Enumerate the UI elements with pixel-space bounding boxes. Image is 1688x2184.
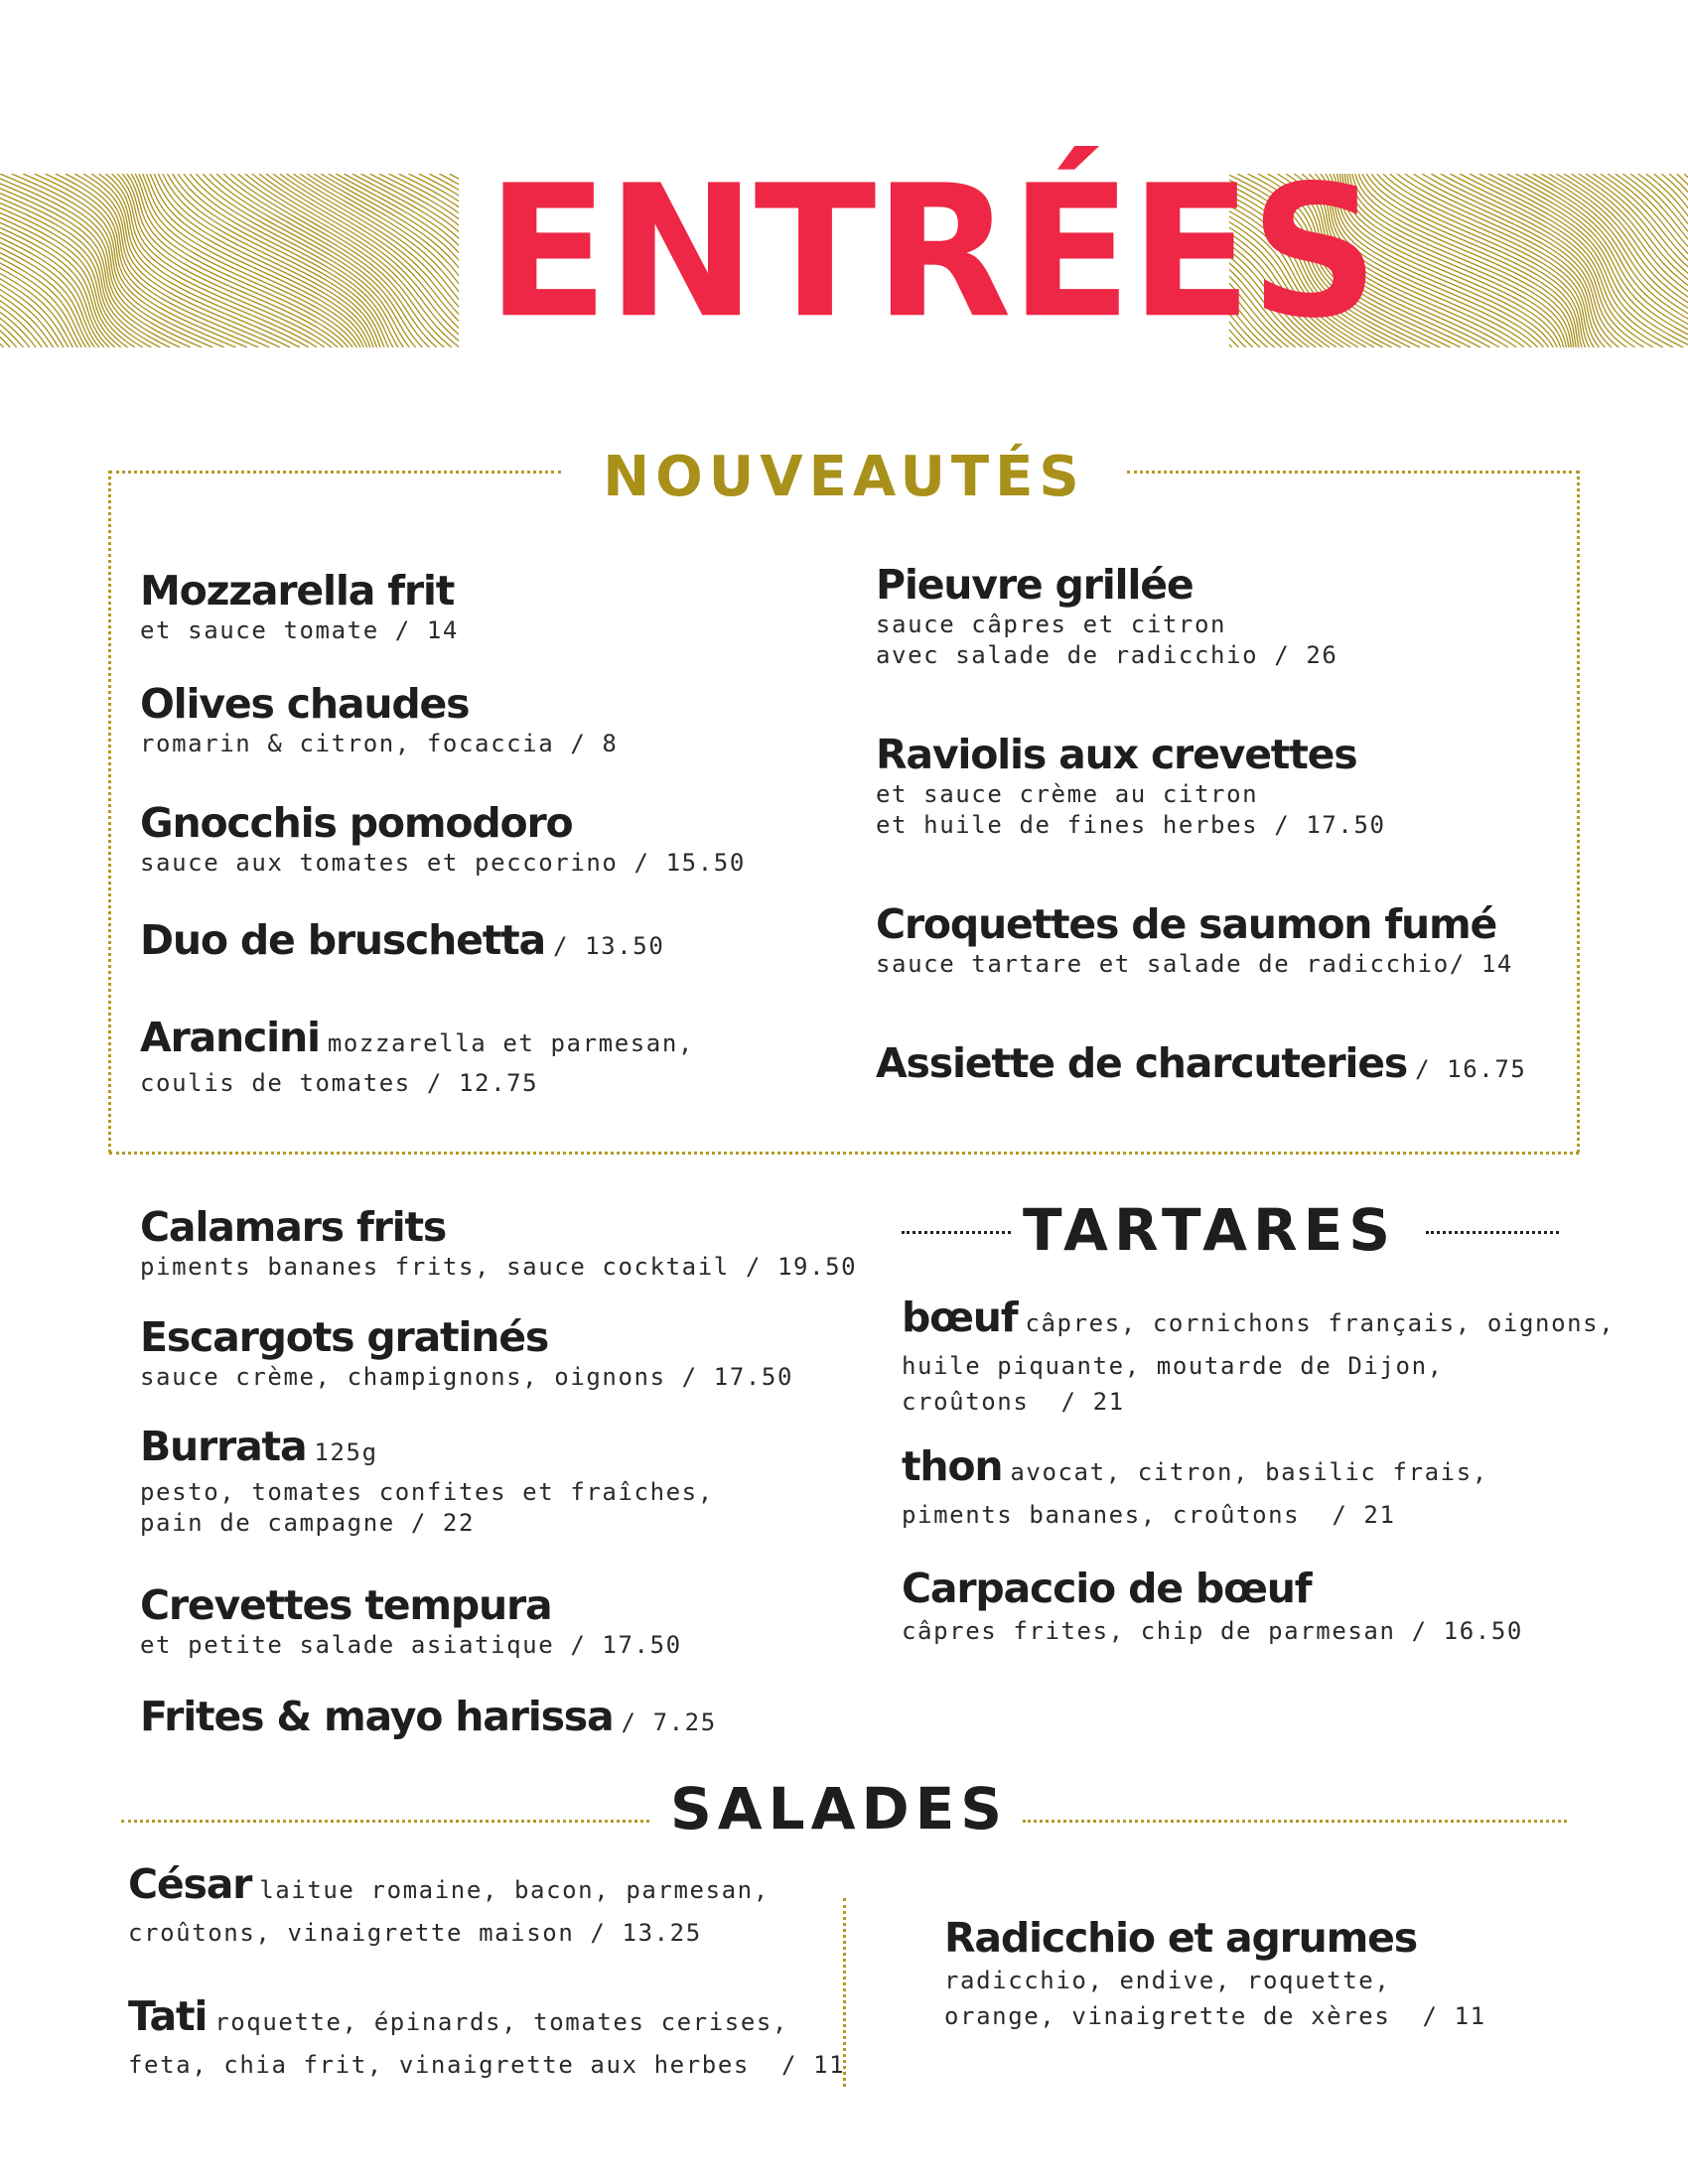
item-name: Gnocchis pomodoro	[140, 799, 573, 847]
item-name: Olives chaudes	[140, 680, 470, 728]
item-inline-description: laitue romaine, bacon, parmesan,	[259, 1876, 770, 1904]
menu-item	[140, 679, 618, 759]
menu-item	[876, 899, 1513, 980]
item-description: huile piquante, moutarde de Dijon, croûtons / 21	[902, 1352, 1444, 1416]
item-name	[140, 1692, 717, 1747]
item-inline-description: câpres, cornichons français, oignons,	[1025, 1309, 1616, 1337]
item-name-text: bœuf	[902, 1294, 1018, 1341]
wave-lines	[0, 174, 459, 347]
item-description: feta, chia frit, vinaigrette aux herbes / 11	[128, 2051, 846, 2079]
item-description: et sauce tomate / 14	[140, 616, 459, 644]
item-name: Escargots gratinés	[140, 1313, 549, 1361]
wave-line	[0, 174, 64, 347]
item-name-text: Frites & mayo harissa	[140, 1693, 614, 1740]
tartares-rule-left	[902, 1231, 1011, 1234]
menu-item	[902, 1441, 1488, 1533]
item-name-text: Burrata	[140, 1423, 307, 1470]
item-description: croûtons, vinaigrette maison / 13.25	[128, 1919, 702, 1947]
frame-top-right	[1127, 471, 1579, 474]
item-price: / 16.75	[1415, 1055, 1527, 1083]
salades-rule-right	[1023, 1820, 1567, 1823]
menu-item	[876, 560, 1337, 671]
wave-line	[429, 174, 459, 347]
menu-item	[128, 1859, 770, 1951]
item-name	[876, 1038, 1526, 1094]
wave-line	[1669, 174, 1688, 347]
menu-item	[876, 730, 1386, 841]
menu-item	[944, 1913, 1486, 2034]
wave-line	[0, 174, 59, 347]
menu-item	[140, 1422, 714, 1539]
item-inline-description: avocat, citron, basilic frais,	[1010, 1458, 1488, 1486]
menu-item	[876, 1038, 1526, 1094]
item-name	[140, 1422, 714, 1477]
item-name: Crevettes tempura	[140, 1581, 552, 1629]
item-description: piments bananes, croûtons / 21	[902, 1501, 1396, 1529]
item-name	[140, 915, 664, 971]
section-title-nouveautes: NOUVEAUTÉS	[603, 445, 1085, 509]
item-inline-description: mozzarella et parmesan,	[327, 1029, 694, 1057]
item-description: sauce tartare et salade de radicchio/ 14	[876, 950, 1513, 978]
frame-top-left	[109, 471, 561, 474]
menu-item	[140, 915, 664, 971]
item-description: câpres frites, chip de parmesan / 16.50	[902, 1617, 1523, 1645]
salades-rule-left	[121, 1820, 649, 1823]
menu-item	[140, 1202, 857, 1283]
item-name: Mozzarella frit	[140, 567, 455, 614]
menu-item	[902, 1564, 1523, 1649]
item-inline-description: 125g	[314, 1438, 378, 1466]
item-description: radicchio, endive, roquette, orange, vinaigrette de xères / 11	[944, 1967, 1486, 2030]
menu-item	[140, 1580, 682, 1661]
item-description: et sauce crème au citron et huile de fines herbes / 17.50	[876, 780, 1386, 839]
item-name	[128, 1991, 845, 2047]
frame-left	[108, 471, 111, 1153]
section-title-tartares: TARTARES	[1023, 1196, 1397, 1264]
item-name	[128, 1859, 770, 1915]
menu-item	[140, 1312, 793, 1393]
item-name: Radicchio et agrumes	[944, 1914, 1417, 1962]
item-description: romarin & citron, focaccia / 8	[140, 730, 619, 757]
item-name-text: Duo de bruschetta	[140, 916, 546, 964]
item-name-text: Arancini	[140, 1014, 320, 1061]
menu-item	[140, 1692, 717, 1747]
tartares-rule-right	[1426, 1231, 1559, 1234]
item-name: Calamars frits	[140, 1203, 447, 1251]
item-name-text: César	[128, 1860, 252, 1908]
item-name: Carpaccio de bœuf	[902, 1565, 1312, 1612]
menu-item	[128, 1991, 845, 2083]
frame-right	[1577, 471, 1580, 1153]
item-price: / 7.25	[621, 1708, 717, 1736]
item-inline-description: roquette, épinards, tomates cerises,	[214, 2008, 788, 2036]
menu-item	[140, 798, 746, 879]
item-description: coulis de tomates / 12.75	[140, 1069, 539, 1097]
decorative-wave-pattern-left	[0, 174, 459, 347]
item-description: et petite salade asiatique / 17.50	[140, 1631, 682, 1659]
item-name-text: Assiette de charcuteries	[876, 1039, 1408, 1087]
item-name	[140, 1013, 694, 1068]
item-name: Pieuvre grillée	[876, 561, 1194, 609]
item-name: Raviolis aux crevettes	[876, 731, 1357, 778]
item-name-text: thon	[902, 1442, 1003, 1490]
page-title: ENTRÉES	[487, 146, 1377, 359]
item-description: pesto, tomates confites et fraîches, pain de campagne / 22	[140, 1478, 714, 1537]
menu-item	[140, 566, 459, 646]
menu-item	[902, 1293, 1615, 1420]
item-description: sauce crème, champignons, oignons / 17.50	[140, 1363, 794, 1391]
frame-bottom	[109, 1152, 1579, 1155]
menu-item	[140, 1013, 694, 1099]
item-name-text: Tati	[128, 1992, 208, 2040]
item-name	[902, 1293, 1615, 1348]
item-description: sauce câpres et citron avec salade de radicchio / 26	[876, 611, 1338, 669]
item-name	[902, 1441, 1488, 1497]
wave-line	[163, 174, 380, 347]
item-price: / 13.50	[553, 932, 665, 960]
item-name: Croquettes de saumon fumé	[876, 900, 1497, 948]
item-description: piments bananes frits, sauce cocktail / 19.50	[140, 1253, 858, 1281]
item-description: sauce aux tomates et peccorino / 15.50	[140, 849, 746, 877]
section-title-salades: SALADES	[670, 1775, 1009, 1843]
